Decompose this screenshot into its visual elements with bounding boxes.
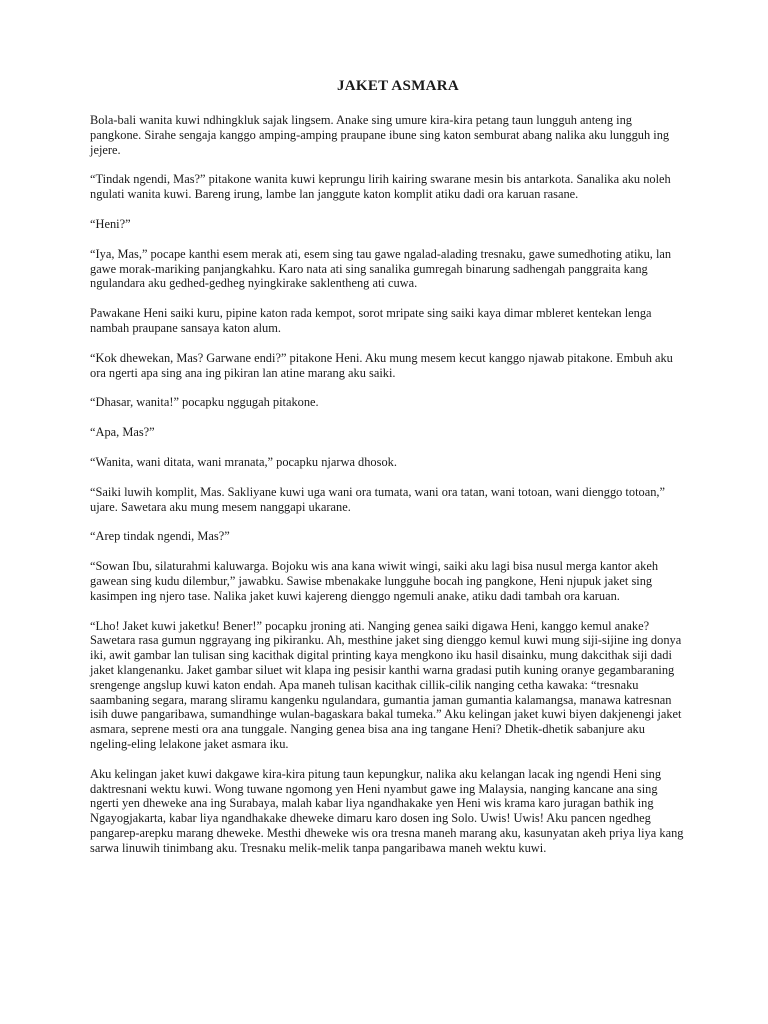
paragraph: Bola-bali wanita kuwi ndhingkluk sajak lingsem. Anake sing umure kira-kira petang taun lungguh anteng ing pangkone. Sirahe sengaja kanggo amping-amping praupane ibune sing katon semburat abang nalika aku lungguh ing jejere. [90,113,670,157]
paragraph: “Tindak ngendi, Mas?” pitakone wanita kuwi keprungu lirih kairing swarane mesin bis antarkota. Sanalika aku noleh ngulati wanita kuwi. Bareng irung, lambe lan janggute katon komplit atiku dadi ora karuan rasane. [90,172,671,202]
document-title: JAKET ASMARA [336,78,460,94]
paragraph: “Heni?” [90,216,131,231]
paragraph: “Lho! Jaket kuwi jaketku! Bener!” pocapku jroning ati. Nanging genea saiki digawa Heni, kanggo kemul anake? Sawetara rasa gumun nggrayang ing pikiranku. Ah, mesthine jaket sing dienggo kemul kuwi mung siji-sijine ing donya iki, awit gambar lan tulisan sing kacithak digital printing kaya mengkono iku hasil disainku, mung dakcithak siji dadi jaket klangenanku. Jaket gambar siluet wit klapa ing pesisir kanthi warna gradasi putih kuning oranye gegambaraning srengenge angslup kuwi katon endah. Apa maneh tulisan kacithak cillik-cilik nanging cetha kawaka: “tresnaku saambaning segara, marang sliramu kangenku ngulandara, gumantia jaman gumantia kalamangsa, manawa katresnan isih duwe pangaribawa, sumandhinge wulan-bagaskara bakal tumeka.” Aku kelingan jaket kuwi biyen dakjenengi jaket asmara, seprene mesti ora ana tunggale. Nanging genea bisa ana ing tangane Heni? Dhetik-dhetik sabanjure aku ngeling-eling lelakone jaket asmara iku. [90,618,682,751]
paragraph: “Kok dhewekan, Mas? Garwane endi?” pitakone Heni. Aku mung mesem kecut kanggo njawab pitakone. Embuh aku ora ngerti apa sing ana ing pikiran lan atine marang aku saiki. [90,350,673,380]
document-page [90,78,686,870]
paragraph: “Iya, Mas,” pocape kanthi esem merak ati, esem sing tau gawe ngalad-alading tresnaku, gawe sumedhoting atiku, lan gawe morak-mariking panjangkahku. Karo nata ati sing sanalika gumregah binarung sadhengah panggraita kang ngulandara aku gedhed-gedheg nyingkirake saklentheng ati cuwa. [90,246,672,291]
paragraph: “Saiki luwih komplit, Mas. Sakliyane kuwi uga wani ora tumata, wani ora tatan, wani totoan, wani dienggo totoan,” ujare. Sawetara aku mung mesem nanggapi ukarane. [90,484,666,514]
paragraph: “Sowan Ibu, silaturahmi kaluwarga. Bojoku wis ana kana wiwit wingi, saiki aku lagi bisa nusul merga kantor akeh gawean sing kudu dilembur,” jawabku. Sawise mbenakake lungguhe bocah ing pangkone, Heni njupuk jaket sing kasimpen ing njero tase. Nalika jaket kuwi kajereng dienggo ngemuli anake, atiku dadi tambah ora karuan. [90,559,659,603]
paragraph: “Arep tindak ngendi, Mas?” [90,529,230,544]
paragraph: “Apa, Mas?” [90,425,155,440]
paragraph: Aku kelingan jaket kuwi dakgawe kira-kira pitung taun kepungkur, nalika aku kelangan lacak ing ngendi Heni sing daktresnani wektu kuwi. Wong tuwane ngomong yen Heni nyambut gawe ing Malaysia, nanging kancane ana sing ngerti yen dheweke ana ing Surabaya, malah kabar liya ngandhakake yen Heni wis krama karo juragan bathik ing Ngayogjakarta, kabar liya ngandhakake dheweke dimaru karo dosen ing Solo. Uwis! Uwis! Aku pancen ngedheg pangarep-arepku marang dheweke. Mesthi dheweke wis ora tresna maneh marang aku, kasunyatan akeh priya liya kang sarwa linuwih tinimbang aku. Tresnaku melik-melik tanpa pangaribawa maneh wektu kuwi. [90,766,684,855]
paragraph: Pawakane Heni saiki kuru, pipine katon rada kempot, sorot mripate sing saiki kaya dimar mbleret kentekan lenga nambah praupane sansaya katon alum. [90,306,652,335]
paragraph: “Dhasar, wanita!” pocapku nggugah pitakone. [90,395,319,410]
paragraph: “Wanita, wani ditata, wani mranata,” pocapku njarwa dhosok. [90,454,397,469]
